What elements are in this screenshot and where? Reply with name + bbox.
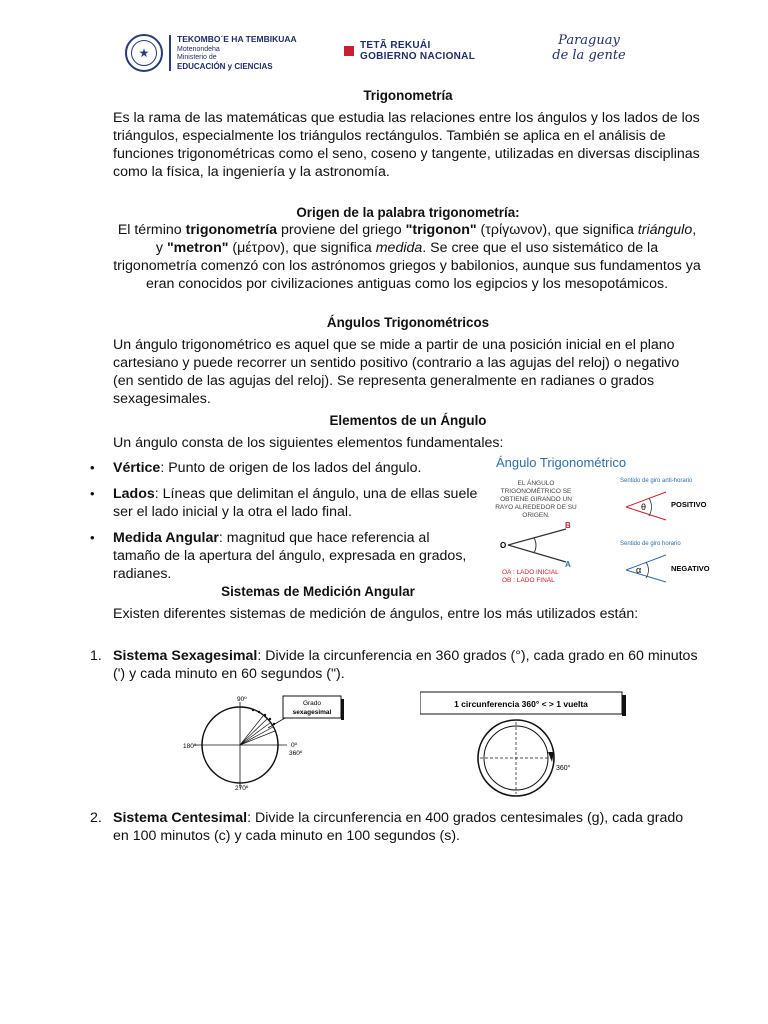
- angle-diagram-title: Ángulo Trigonométrico: [496, 455, 627, 470]
- angle-desc-line: OBTIENE GIRANDO UN: [500, 496, 572, 503]
- angle-desc-line: TRIGONOMÉTRICO SE: [500, 488, 572, 495]
- label-360: 360°: [556, 765, 571, 772]
- elements-heading: Elementos de un Ángulo: [329, 413, 487, 428]
- list-item: • Lados: Líneas que delimitan el ángulo, una de ellas suele ser el lado inicial y la otra el lado final.: [90, 486, 478, 520]
- ministry-line-4: EDUCACIÓN y CIENCIAS: [177, 61, 273, 71]
- angles-heading: Ángulos Trigonométricos: [326, 315, 490, 330]
- ministry-logo: [125, 34, 297, 72]
- list-item: • Vértice: Punto de origen de los lados del ángulo.: [90, 460, 422, 476]
- angle-desc-line: EL ÁNGULO: [517, 480, 555, 487]
- systems-intro: Existen diferentes sistemas de medición de ángulos, entre los más utilizados están:: [113, 606, 639, 622]
- initial-side-line: [508, 545, 566, 562]
- ministry-line-2: Motenondeha: [177, 45, 220, 53]
- elements-intro: Un ángulo consta de los siguientes elementos fundamentales:: [113, 435, 504, 451]
- rotation-arrow-icon: [548, 752, 554, 762]
- label-180: 180º: [183, 743, 197, 750]
- government-logo: [344, 40, 475, 62]
- gov-line-1: TETÃ REKUÁI: [360, 40, 431, 51]
- angle-arc: [534, 538, 536, 553]
- angles-paragraph: Un ángulo trigonométrico es aquel que se mide a partir de una posición inicial en el plano cartesiano y puede recorrer un sentido positivo (contrario a las agujas del reloj) o negativo (en sentido de las agujas del reloj). Se representa generalmente en radianes o grados sexagesimales.: [113, 337, 680, 407]
- gov-line-2: GOBIERNO NACIONAL: [360, 51, 476, 62]
- positive-arc: [649, 498, 652, 516]
- ministry-line-3: Ministerio de: [177, 54, 217, 61]
- theta-symbol: θ: [641, 502, 647, 512]
- point-a-label: A: [565, 560, 571, 569]
- bullet-dot: •: [90, 530, 95, 545]
- origin-paragraph: El término trigonometría proviene del griego "trigonon" (τρίγωνον), que significa triángulo, y "metron" (μέτρον), que significa medida. Se cree que el uso sistemático de la trigonometría comenzó con los astrónomos griegos y babilonios, aunque sus fundamentos ya eran conocidos por civilizaciones antiguas como los egipcios y los mesopotámicos.: [113, 222, 701, 292]
- page-header: [120, 30, 660, 80]
- cw-caption: Sentido de giro horario: [620, 541, 681, 547]
- grado-box-shadow: [341, 699, 344, 720]
- negative-label: NEGATIVO: [671, 564, 710, 573]
- list-number: 1.: [90, 648, 102, 664]
- angle-desc-line: RAYO ALREDEDOR DE SU: [495, 504, 577, 511]
- final-side-line: [508, 529, 566, 545]
- national-seal-icon: ★: [125, 34, 163, 72]
- angle-desc-line: ORIGEN.: [522, 512, 550, 519]
- angle-diagram: [486, 452, 728, 590]
- circumference-diagram: [420, 690, 640, 800]
- positive-label: POSITIVO: [671, 500, 707, 509]
- vuelta-label: 1 circunferencia 360° < > 1 vuelta: [454, 699, 588, 709]
- label-360: 360º: [289, 750, 303, 757]
- title-heading: Trigonometría: [363, 88, 453, 103]
- slogan-line-1: Paraguay: [558, 33, 620, 48]
- list-number: 2.: [90, 810, 102, 826]
- ministry-line-1: TEKOMBO´E HA TEMBIKUAA: [177, 34, 297, 44]
- origin-heading: Origen de la palabra trigonometría:: [296, 205, 520, 220]
- intro-paragraph: Es la rama de las matemáticas que estudia las relaciones entre los ángulos y los lados de los triángulos, especialmente los triángulos rectángulos. También se aplica en el análisis de funciones trigonométricas como el seno, coseno y tangente, utilizadas en diversas disciplinas como la física, la ingeniería y la astronomía.: [113, 110, 700, 180]
- grado-label: Grado: [302, 700, 322, 707]
- alpha-symbol: α: [636, 565, 642, 575]
- logo-divider: [169, 35, 171, 71]
- systems-heading: Sistemas de Medición Angular: [221, 584, 415, 599]
- slogan-logo: [544, 33, 634, 63]
- vertex-label: O: [500, 541, 507, 550]
- ccw-caption: Sentido de giro anti-horario: [620, 478, 693, 484]
- label-270: 270º: [235, 785, 249, 790]
- list-item: 1. Sistema Sexagesimal: Divide la circunferencia en 360 grados (°), cada grado en 60 minutos (') y cada minuto en 60 segundos (").: [90, 648, 698, 682]
- elements-list: [90, 459, 478, 583]
- legend-final: OB : LADO FINAL: [502, 577, 555, 584]
- list-item: • Medida Angular: magnitud que hace referencia al tamaño de la apertura del ángulo, expresada en grados, radianes.: [90, 530, 467, 582]
- bullet-dot: •: [90, 486, 95, 501]
- bullet-dot: •: [90, 460, 95, 475]
- vuelta-box-shadow: [622, 695, 626, 716]
- label-0: 0º: [291, 742, 297, 749]
- legend-initial: OA : LADO INICIAL: [502, 569, 559, 576]
- ministry-name: [177, 35, 297, 71]
- label-90: 90º: [237, 696, 247, 703]
- sexagesimal-label: sexagesimal: [292, 709, 332, 716]
- negative-lower-ray: [626, 570, 666, 582]
- slogan-line-2: de la gente: [552, 48, 626, 63]
- point-b-label: B: [565, 521, 571, 530]
- flag-mark-icon: [344, 46, 354, 56]
- list-item: 2. Sistema Centesimal: Divide la circunferencia en 400 grados centesimales (g), cada grado en 100 minutos (c) y cada minuto en 100 segundos (s).: [90, 810, 684, 844]
- sexagesimal-diagram: [165, 690, 345, 790]
